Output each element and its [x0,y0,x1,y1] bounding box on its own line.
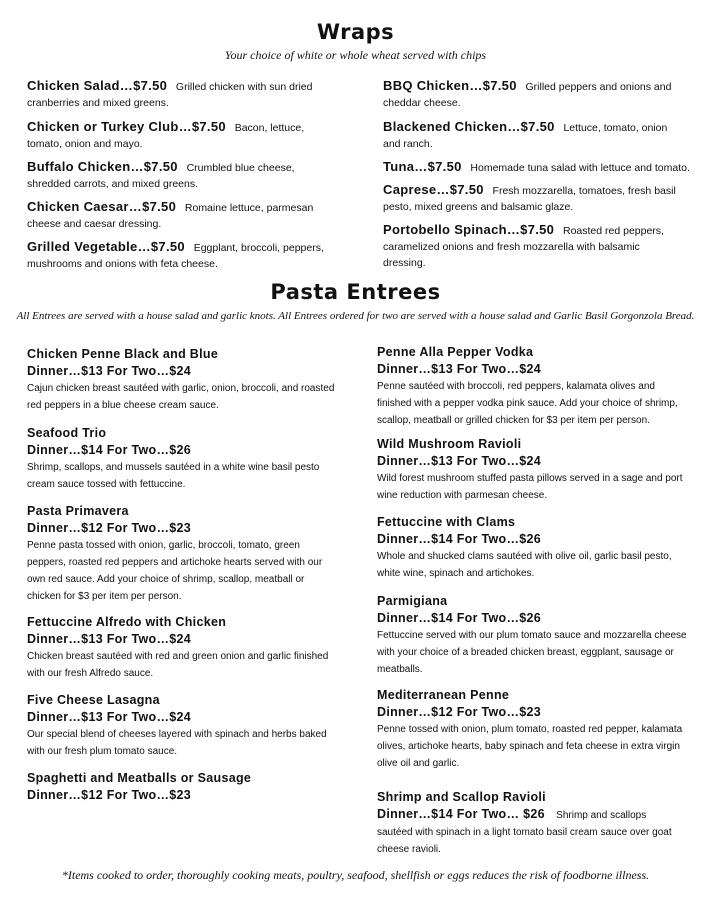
item-name: Mediterranean Penne [377,688,510,702]
item-description: Fresh mozzarella, tomatoes, fresh basil pesto, mixed greens and balsamic glaze. [383,185,676,213]
item-price: Dinner…$14 For Two…$26 [377,611,542,625]
menu-item: Grilled Vegetable…$7.50 Eggplant, broccoli, peppers, mushrooms and onions with feta cheese. [27,239,324,270]
item-name: Tuna [383,159,415,174]
item-name: Five Cheese Lasagna [27,693,160,707]
item-price: $7.50 [191,119,226,134]
item-description: Cajun chicken breast sautéed with garlic, onion, broccoli, and roasted red peppers in a blue cheese cream sauce. [27,383,335,411]
item-price: Dinner…$12 For Two…$23 [27,788,192,802]
item-name: Wild Mushroom Ravioli [377,437,522,451]
menu-item [27,346,337,414]
item-description: Penne tossed with onion, plum tomato, roasted red pepper, kalamata olives, artichoke hearts, baby spinach and feta cheese in extra virgin olive oil and garlic. [377,724,683,769]
item-price: Dinner…$13 For Two…$24 [377,454,542,468]
item-price: Dinner…$12 For Two…$23 [27,521,192,535]
item-price: Dinner…$13 For Two…$24 [377,362,542,376]
item-price: Dinner…$13 For Two…$24 [27,632,192,646]
item-name: Chicken Salad [27,78,120,93]
item-price: $7.50 [150,239,185,254]
item-name: Pasta Primavera [27,504,129,518]
menu-item [27,692,337,760]
menu-item: Tuna…$7.50 Homemade tuna salad with lettuce and tomato. [383,159,690,174]
menu-item: Chicken Caesar…$7.50 Romaine lettuce, parmesan cheese and caesar dressing. [27,199,314,230]
item-price: Dinner…$13 For Two…$24 [27,364,192,378]
item-name: Chicken Penne Black and Blue [27,347,219,361]
item-name: Parmigiana [377,594,448,608]
menu-item: Caprese…$7.50 Fresh mozzarella, tomatoes, fresh basil pesto, mixed greens and balsamic glaze. [383,182,676,213]
item-price: $7.50 [143,159,178,174]
item-description: Chicken breast sautéed with red and green onion and garlic finished with our fresh Alfredo sauce. [27,651,329,679]
item-price: Dinner…$14 For Two…$26 [377,532,542,546]
menu-item: Buffalo Chicken…$7.50 Crumbled blue cheese, shredded carrots, and mixed greens. [27,159,295,190]
menu-item [27,770,337,804]
item-description: Eggplant, broccoli, peppers, mushrooms and onions with feta cheese. [27,242,324,270]
item-description: Roasted red peppers, caramelized onions and fresh mozzarella with balsamic dressing. [383,225,664,269]
menu-item: BBQ Chicken…$7.50 Grilled peppers and onions and cheddar cheese. [383,78,672,109]
item-description: Penne pasta tossed with onion, garlic, broccoli, tomato, green peppers, roasted red peppers and artichoke hearts served with our own red sauce. Add your choice of shrimp, scallop, meatball or chicken for $3 per item per person. [27,540,323,602]
pasta-subtitle: All Entrees are served with a house salad and garlic knots. All Entrees ordered for two are served with a house salad and Garlic Basil Gorgonzola Bread. [16,310,695,322]
menu-item: Blackened Chicken…$7.50 Lettuce, tomato, onion and ranch. [383,119,668,150]
item-name: Chicken Caesar [27,199,129,214]
menu-item [27,503,337,605]
menu-item: Chicken or Turkey Club…$7.50 Bacon, lettuce, tomato, onion and mayo. [27,119,305,150]
menu-item [377,344,692,429]
item-price: $7.50 [520,222,555,237]
item-name: Buffalo Chicken [27,159,131,174]
item-price [377,806,692,824]
item-description: Grilled peppers and onions and cheddar cheese. [383,81,672,109]
item-price: $7.50 [449,182,484,197]
menu-item [27,425,337,493]
item-name: BBQ Chicken [383,78,470,93]
menu-item [377,514,692,582]
item-description: Grilled chicken with sun dried cranberries and mixed greens. [27,81,313,109]
item-description: Our special blend of cheeses layered with spinach and herbs baked with our fresh plum tomato sauce. [27,729,327,757]
item-name: Fettuccine with Clams [377,515,516,529]
item-name: Spaghetti and Meatballs or Sausage [27,771,252,785]
item-description: Shrimp, scallops, and mussels sautéed in a white wine basil pesto cream sauce tossed with fettuccine. [27,462,320,490]
menu-item: Chicken Salad…$7.50 Grilled chicken with sun dried cranberries and mixed greens. [27,78,313,109]
menu-item [377,593,692,678]
menu-item [27,614,337,682]
menu-item [377,789,692,858]
food-safety-note: *Items cooked to order, thoroughly cooking meats, poultry, seafood, shellfish or eggs reduces the risk of foodborne illness. [61,868,650,882]
item-description: Fettuccine served with our plum tomato sauce and mozzarella cheese with your choice of a breaded chicken breast, eggplant, sausage or meatballs. [377,630,687,675]
item-name: Portobello Spinach [383,222,507,237]
item-price: Dinner…$13 For Two…$24 [27,710,192,724]
menu-item: Portobello Spinach…$7.50 Roasted red peppers, caramelized onions and fresh mozzarella with balsamic dressing. [383,222,664,269]
item-price-value: Dinner…$14 For Two… $26 [377,807,545,821]
item-price: Dinner…$12 For Two…$23 [377,705,542,719]
item-description-lead: Shrimp and scallops [556,810,647,821]
item-price: $7.50 [427,159,462,174]
item-description: Wild forest mushroom stuffed pasta pillows served in a sage and port wine reduction with parmesan cheese. [377,473,683,501]
item-name: Grilled Vegetable [27,239,138,254]
item-description: Crumbled blue cheese, shredded carrots, and mixed greens. [27,162,295,190]
item-price: Dinner…$14 For Two…$26 [27,443,192,457]
item-description: Romaine lettuce, parmesan cheese and caesar dressing. [27,202,314,230]
item-description: Lettuce, tomato, onion and ranch. [383,122,668,150]
item-price: $7.50 [142,199,177,214]
item-name: Chicken or Turkey Club [27,119,179,134]
item-price: $7.50 [482,78,517,93]
item-name: Penne Alla Pepper Vodka [377,345,534,359]
item-description: Bacon, lettuce, tomato, onion and mayo. [27,122,305,150]
wraps-subtitle: Your choice of white or whole wheat served with chips [224,48,487,62]
item-price: $7.50 [133,78,168,93]
item-description: Penne sautéed with broccoli, red peppers, kalamata olives and finished with a pepper vodka pink sauce. Add your choice of shrimp, scallop, meatball or grilled chicken for $3 per item per person. [377,381,678,426]
item-name: Seafood Trio [27,426,107,440]
pasta-title: Pasta Entrees [270,280,441,304]
item-name: Fettuccine Alfredo with Chicken [27,615,227,629]
item-description: sautéed with spinach in a light tomato basil cream sauce over goat cheese ravioli. [377,827,672,855]
item-description: Whole and shucked clams sautéed with olive oil, garlic basil pesto, white wine, spinach and artichokes. [377,551,672,579]
menu-item [377,687,692,772]
wraps-title: Wraps [316,20,395,44]
item-name: Caprese [383,182,437,197]
item-price: $7.50 [520,119,555,134]
item-description: Homemade tuna salad with lettuce and tomato. [470,162,690,174]
menu-item [377,436,692,504]
item-name: Blackened Chicken [383,119,508,134]
item-name: Shrimp and Scallop Ravioli [377,790,546,804]
